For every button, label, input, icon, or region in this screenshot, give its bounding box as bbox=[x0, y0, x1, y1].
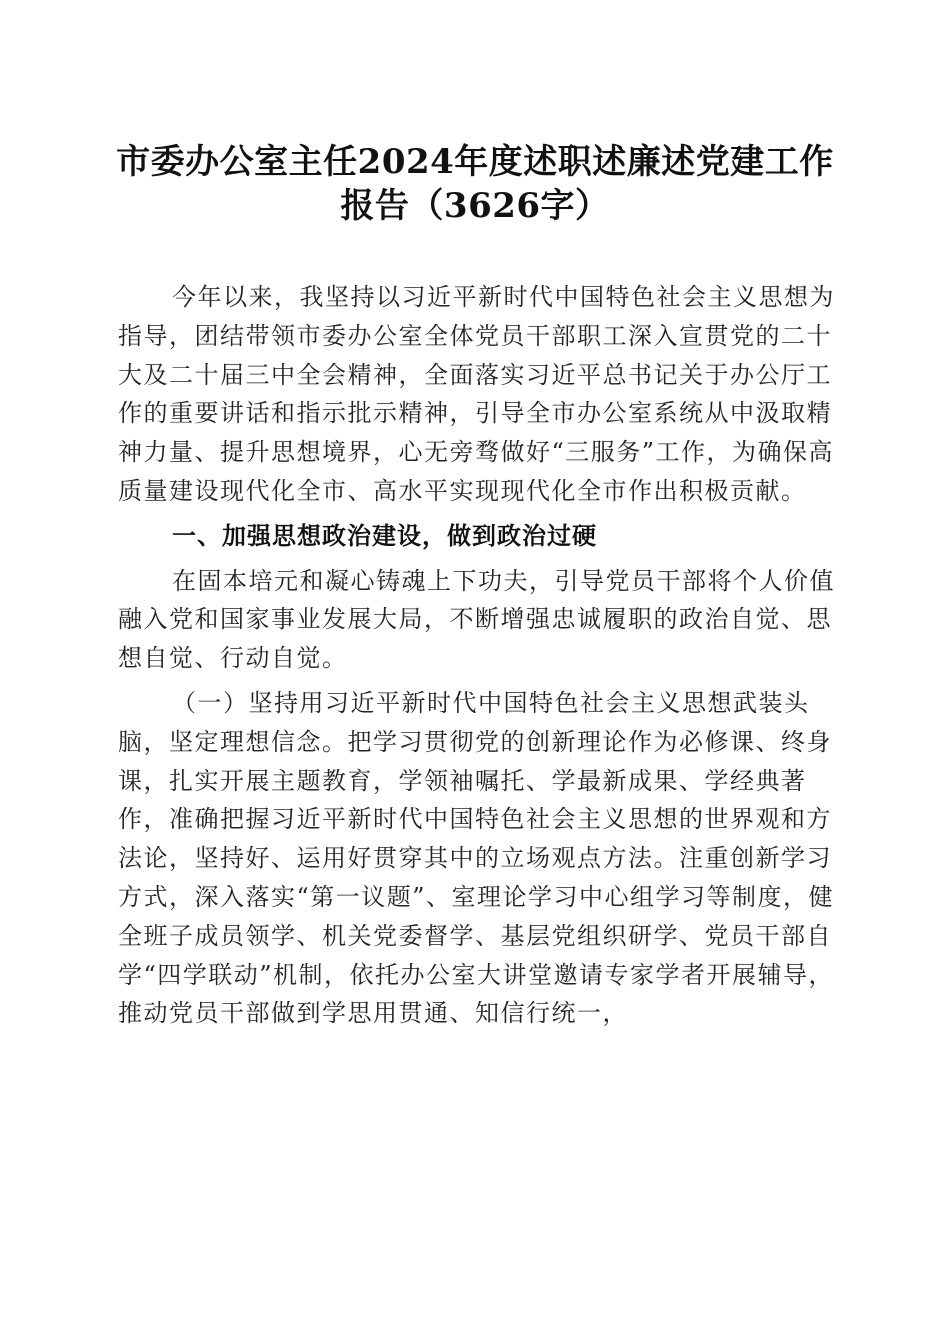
section-heading: 一、加强思想政治建设，做到政治过硬 bbox=[172, 521, 597, 550]
section-intro-paragraph: 在固本培元和凝心铸魂上下功夫，引导党员干部将个人价值融入党和国家事业发展大局，不断增强忠诚履职的政治自觉、思想自觉、行动自觉。 bbox=[118, 566, 835, 673]
document-body bbox=[118, 278, 842, 1033]
document-title: 市委办公室主任2024年度述职述廉述党建工作报告（3626字） bbox=[116, 142, 834, 226]
intro-paragraph: 今年以来，我坚持以习近平新时代中国特色社会主义思想为指导，团结带领市委办公室全体党员干部职工深入宣贯党的二十大及二十届三中全会精神，全面落实习近平总书记关于办公厅工作的重要讲话和指示批示精神，引导全市办公室系统从中汲取精神力量、提升思想境界，心无旁骛做好“三服务”工作，为确保高质量建设现代化全市、高水平实现现代化全市作出积极贡献。 bbox=[118, 283, 835, 505]
section-item-paragraph: （一）坚持用习近平新时代中国特色社会主义思想武装头脑，坚定理想信念。把学习贯彻党的创新理论作为必修课、终身课，扎实开展主题教育，学领袖嘱托、学最新成果、学经典著作，准确把握习近平新时代中国特色社会主义思想的世界观和方法论，坚持好、运用好贯穿其中的立场观点方法。注重创新学习方式，深入落实“第一议题”、室理论学习中心组学习等制度，健全班子成员领学、机关党委督学、基层党组织研学、党员干部自学“四学联动”机制，依托办公室大讲堂邀请专家学者开展辅导，推动党员干部做到学思用贯通、知信行统一， bbox=[118, 688, 835, 1028]
